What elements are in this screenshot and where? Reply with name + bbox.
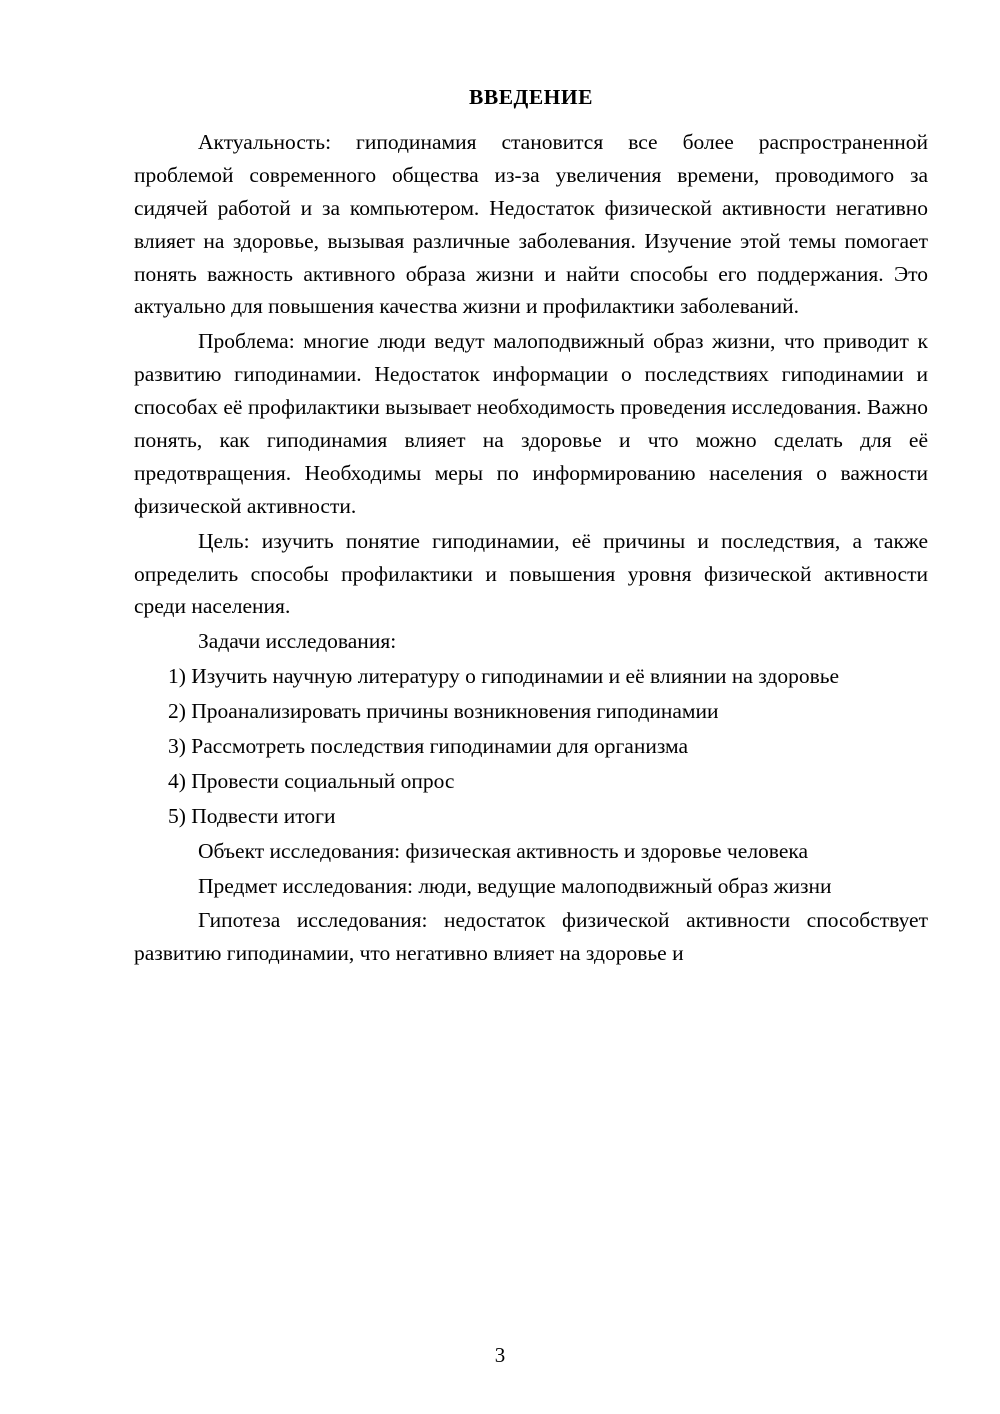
list-item: 1) Изучить научную литературу о гиподинамии и её влиянии на здоровье <box>168 664 840 689</box>
list-item: 4) Провести социальный опрос <box>168 768 455 793</box>
paragraph-problem: Проблема: многие люди ведут малоподвижный образ жизни, что приводит к развитию гиподинамии. Недостаток информации о последствиях гиподинамии и способах её профилактики вызывает необходимость проведения исследования. Важно понять, как гиподинамия влияет на здоровье и что можно сделать для её предотвращения. Необходимы меры по информированию населения о важности физической активности. <box>134 329 928 518</box>
list-item: 2) Проанализировать причины возникновения гиподинамии <box>168 699 719 724</box>
paragraph-subject: Предмет исследования: люди, ведущие малоподвижный образ жизни <box>198 873 832 898</box>
list-item: 5) Подвести итоги <box>168 803 336 828</box>
paragraph-hypothesis: Гипотеза исследования: недостаток физической активности способствует развитию гиподинамии, что негативно влияет на здоровье и <box>134 908 928 966</box>
page-title: ВВЕДЕНИЕ <box>469 85 593 109</box>
page-number: 3 <box>494 1343 506 1367</box>
paragraph-tasks-heading: Задачи исследования: <box>198 629 397 654</box>
paragraph-goal: Цель: изучить понятие гиподинамии, её причины и последствия, а также определить способы профилактики и повышения уровня физической активности среди населения. <box>134 528 928 619</box>
list-item: 3) Рассмотреть последствия гиподинамии для организма <box>168 733 689 758</box>
paragraph-object: Объект исследования: физическая активность и здоровье человека <box>198 838 809 863</box>
paragraph-relevance: Актуальность: гиподинамия становится все более распространенной проблемой современного общества из-за увеличения времени, проводимого за сидячей работой и за компьютером. Недостаток физической активности негативно влияет на здоровье, вызывая различные заболевания. Изучение этой темы помогает понять важность активного образа жизни и найти способы его поддержания. Это актуально для повышения качества жизни и профилактики заболеваний. <box>134 129 928 319</box>
